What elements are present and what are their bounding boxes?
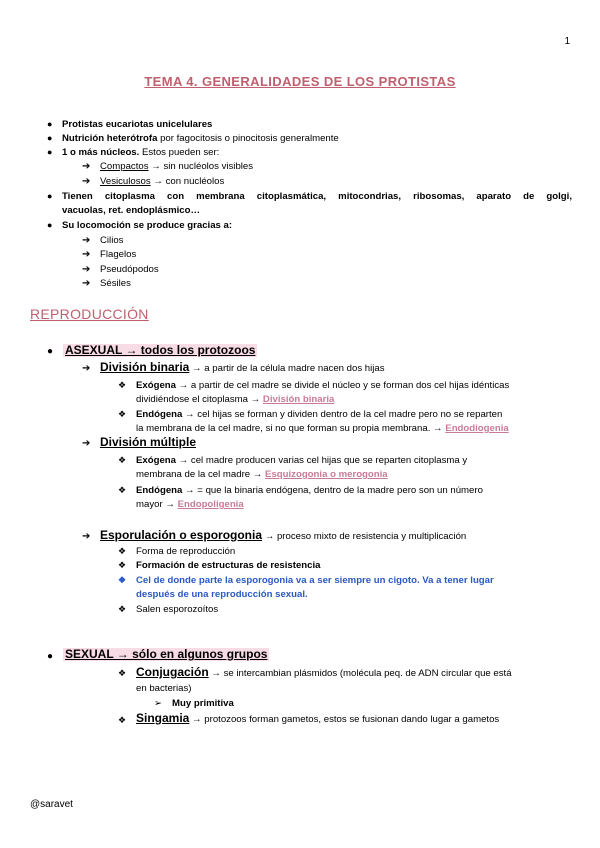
mendo-line-2: [136, 498, 244, 511]
bullet: ●: [47, 133, 53, 143]
intro-line-4b: vacuolas, ret. endoplásmico…: [62, 205, 201, 216]
page-number: 1: [564, 36, 570, 47]
exo-line-2: [136, 393, 334, 406]
endo-text-2: la membrana de la cel madre, si no que forman su propia membrana. →: [136, 423, 446, 434]
espor-line: [100, 529, 466, 543]
exo-text-2: dividiéndose el citoplasma →: [136, 394, 263, 405]
arrow-icon: ➔: [82, 235, 91, 246]
endo-label: Endógena: [136, 409, 183, 420]
espor-item-2: Formación de estructuras de resistencia: [136, 560, 321, 571]
endo-text-1: → cel hijas se forman y dividen dentro de la cel madre pero no se reparten: [182, 409, 503, 420]
diamond-icon: ❖: [118, 715, 127, 725]
compactos-term: Compactos: [100, 161, 149, 172]
bullet: ●: [47, 220, 53, 230]
intro-line-1: Protistas eucariotas unicelulares: [62, 119, 213, 130]
mendo-label: Endógena: [136, 485, 183, 496]
mendo-text-1: → = que la binaria endógena, dentro de la madre pero son un número: [182, 485, 483, 496]
bullet: ●: [47, 651, 54, 662]
exo-label: Exógena: [136, 380, 176, 391]
arrow-icon: ➔: [82, 161, 91, 172]
binaria-line: [100, 361, 385, 375]
footer-handle: @saravet: [30, 799, 73, 810]
arrow-icon: ➔: [82, 249, 91, 260]
arrow-icon: ➔: [82, 278, 91, 289]
mexo-link: Esquizogonia o merogonia: [265, 469, 388, 480]
espor-text: → proceso mixto de resistencia y multiplicación: [262, 531, 467, 542]
bullet: ●: [47, 147, 53, 157]
arrow-icon: ➔: [82, 531, 91, 542]
mexo-line-1: [136, 454, 467, 467]
asexual-heading: ASEXUAL → todos los protozoos: [65, 343, 256, 357]
arrowhead-icon: ➢: [154, 698, 163, 709]
vesiculosos-line: [100, 175, 224, 188]
mexo-label: Exógena: [136, 455, 176, 466]
compactos-text: → sin nucléolos visibles: [148, 161, 254, 172]
section-heading: REPRODUCCIÓN: [30, 306, 149, 322]
diamond-icon: ❖: [118, 575, 127, 585]
espor-item-4: Salen esporozoítos: [136, 604, 219, 615]
vesiculosos-term: Vesiculosos: [100, 176, 151, 187]
diamond-icon: ❖: [118, 546, 127, 556]
sing-line: [136, 712, 499, 726]
bullet: ●: [47, 191, 53, 201]
arrow-icon: ➔: [82, 176, 91, 187]
mexo-line-2: [136, 468, 388, 481]
conj-text: → se intercambian plásmidos (molécula peq. de ADN circular que está: [208, 668, 512, 679]
exo-link: División binaria: [262, 394, 335, 405]
arrow-icon: ➔: [82, 363, 91, 374]
espor-term: Esporulación o esporogonia: [100, 528, 263, 542]
diamond-icon: ❖: [118, 485, 127, 495]
diamond-icon: ❖: [118, 668, 127, 678]
mexo-text-1: → cel madre producen varias cel hijas que se reparten citoplasma y: [176, 455, 468, 466]
nucleus-label: 1 o más núcleos.: [62, 147, 140, 158]
endo-link: Endodiogenia: [445, 423, 509, 434]
mendo-line-1: [136, 484, 483, 497]
intro-line-4a: Tienen citoplasma con membrana citoplasmática, mitocondrias, ribosomas, aparato de golgi,: [62, 191, 572, 202]
nutrition-text: por fagocitosis o pinocitosis generalmente: [157, 133, 339, 144]
bullet: ●: [47, 119, 53, 129]
binaria-term: División binaria: [100, 360, 190, 374]
multiple-term: División múltiple: [100, 435, 197, 449]
nutrition-label: Nutrición heterótrofa: [62, 133, 158, 144]
sexual-heading: SEXUAL → sólo en algunos grupos: [65, 647, 268, 661]
exo-line-1: [136, 379, 509, 392]
exo-text-1: → a partir de cel madre se divide el núcleo y se forman dos cel hijas idénticas: [176, 380, 510, 391]
conj-line: [136, 666, 512, 680]
espor-item-3b: después de una reproducción sexual.: [136, 589, 308, 600]
diamond-icon: ❖: [118, 380, 127, 390]
nucleus-text: Estos pueden ser:: [139, 147, 220, 158]
intro-line-3: [62, 146, 219, 159]
mexo-text-2: membrana de la cel madre →: [136, 469, 266, 480]
diamond-icon: ❖: [118, 604, 127, 614]
loco-item: Cilios: [100, 235, 124, 246]
espor-item-3a: Cel de donde parte la esporogonia va a ser siempre un cigoto. Va a tener lugar: [136, 575, 494, 586]
mendo-link: Endopoligenia: [177, 499, 244, 510]
sing-term: Singamia: [136, 711, 190, 725]
conj-sub: Muy primitiva: [172, 698, 234, 709]
sing-text: → protozoos forman gametos, estos se fusionan dando lugar a gametos: [189, 714, 500, 725]
loco-item: Pseudópodos: [100, 264, 159, 275]
arrow-icon: ➔: [82, 264, 91, 275]
conj-line-2: en bacterias): [136, 683, 192, 694]
page-title: TEMA 4. GENERALIDADES DE LOS PROTISTAS: [144, 74, 456, 89]
diamond-icon: ❖: [118, 560, 127, 570]
conj-term: Conjugación: [136, 665, 209, 679]
loco-item: Sésiles: [100, 278, 131, 289]
loco-item: Flagelos: [100, 249, 137, 260]
mendo-text-2: mayor →: [136, 499, 178, 510]
compactos-line: [100, 160, 253, 173]
diamond-icon: ❖: [118, 455, 127, 465]
diamond-icon: ❖: [118, 409, 127, 419]
espor-item-1: Forma de reproducción: [136, 546, 236, 557]
binaria-text: → a partir de la célula madre nacen dos hijas: [189, 363, 385, 374]
endo-line-1: [136, 408, 502, 421]
bullet: ●: [47, 346, 54, 357]
endo-line-2: [136, 422, 509, 435]
vesiculosos-text: → con nucléolos: [150, 176, 225, 187]
intro-line-5: Su locomoción se produce gracias a:: [62, 220, 233, 231]
intro-line-2: [62, 132, 339, 145]
arrow-icon: ➔: [82, 438, 91, 449]
